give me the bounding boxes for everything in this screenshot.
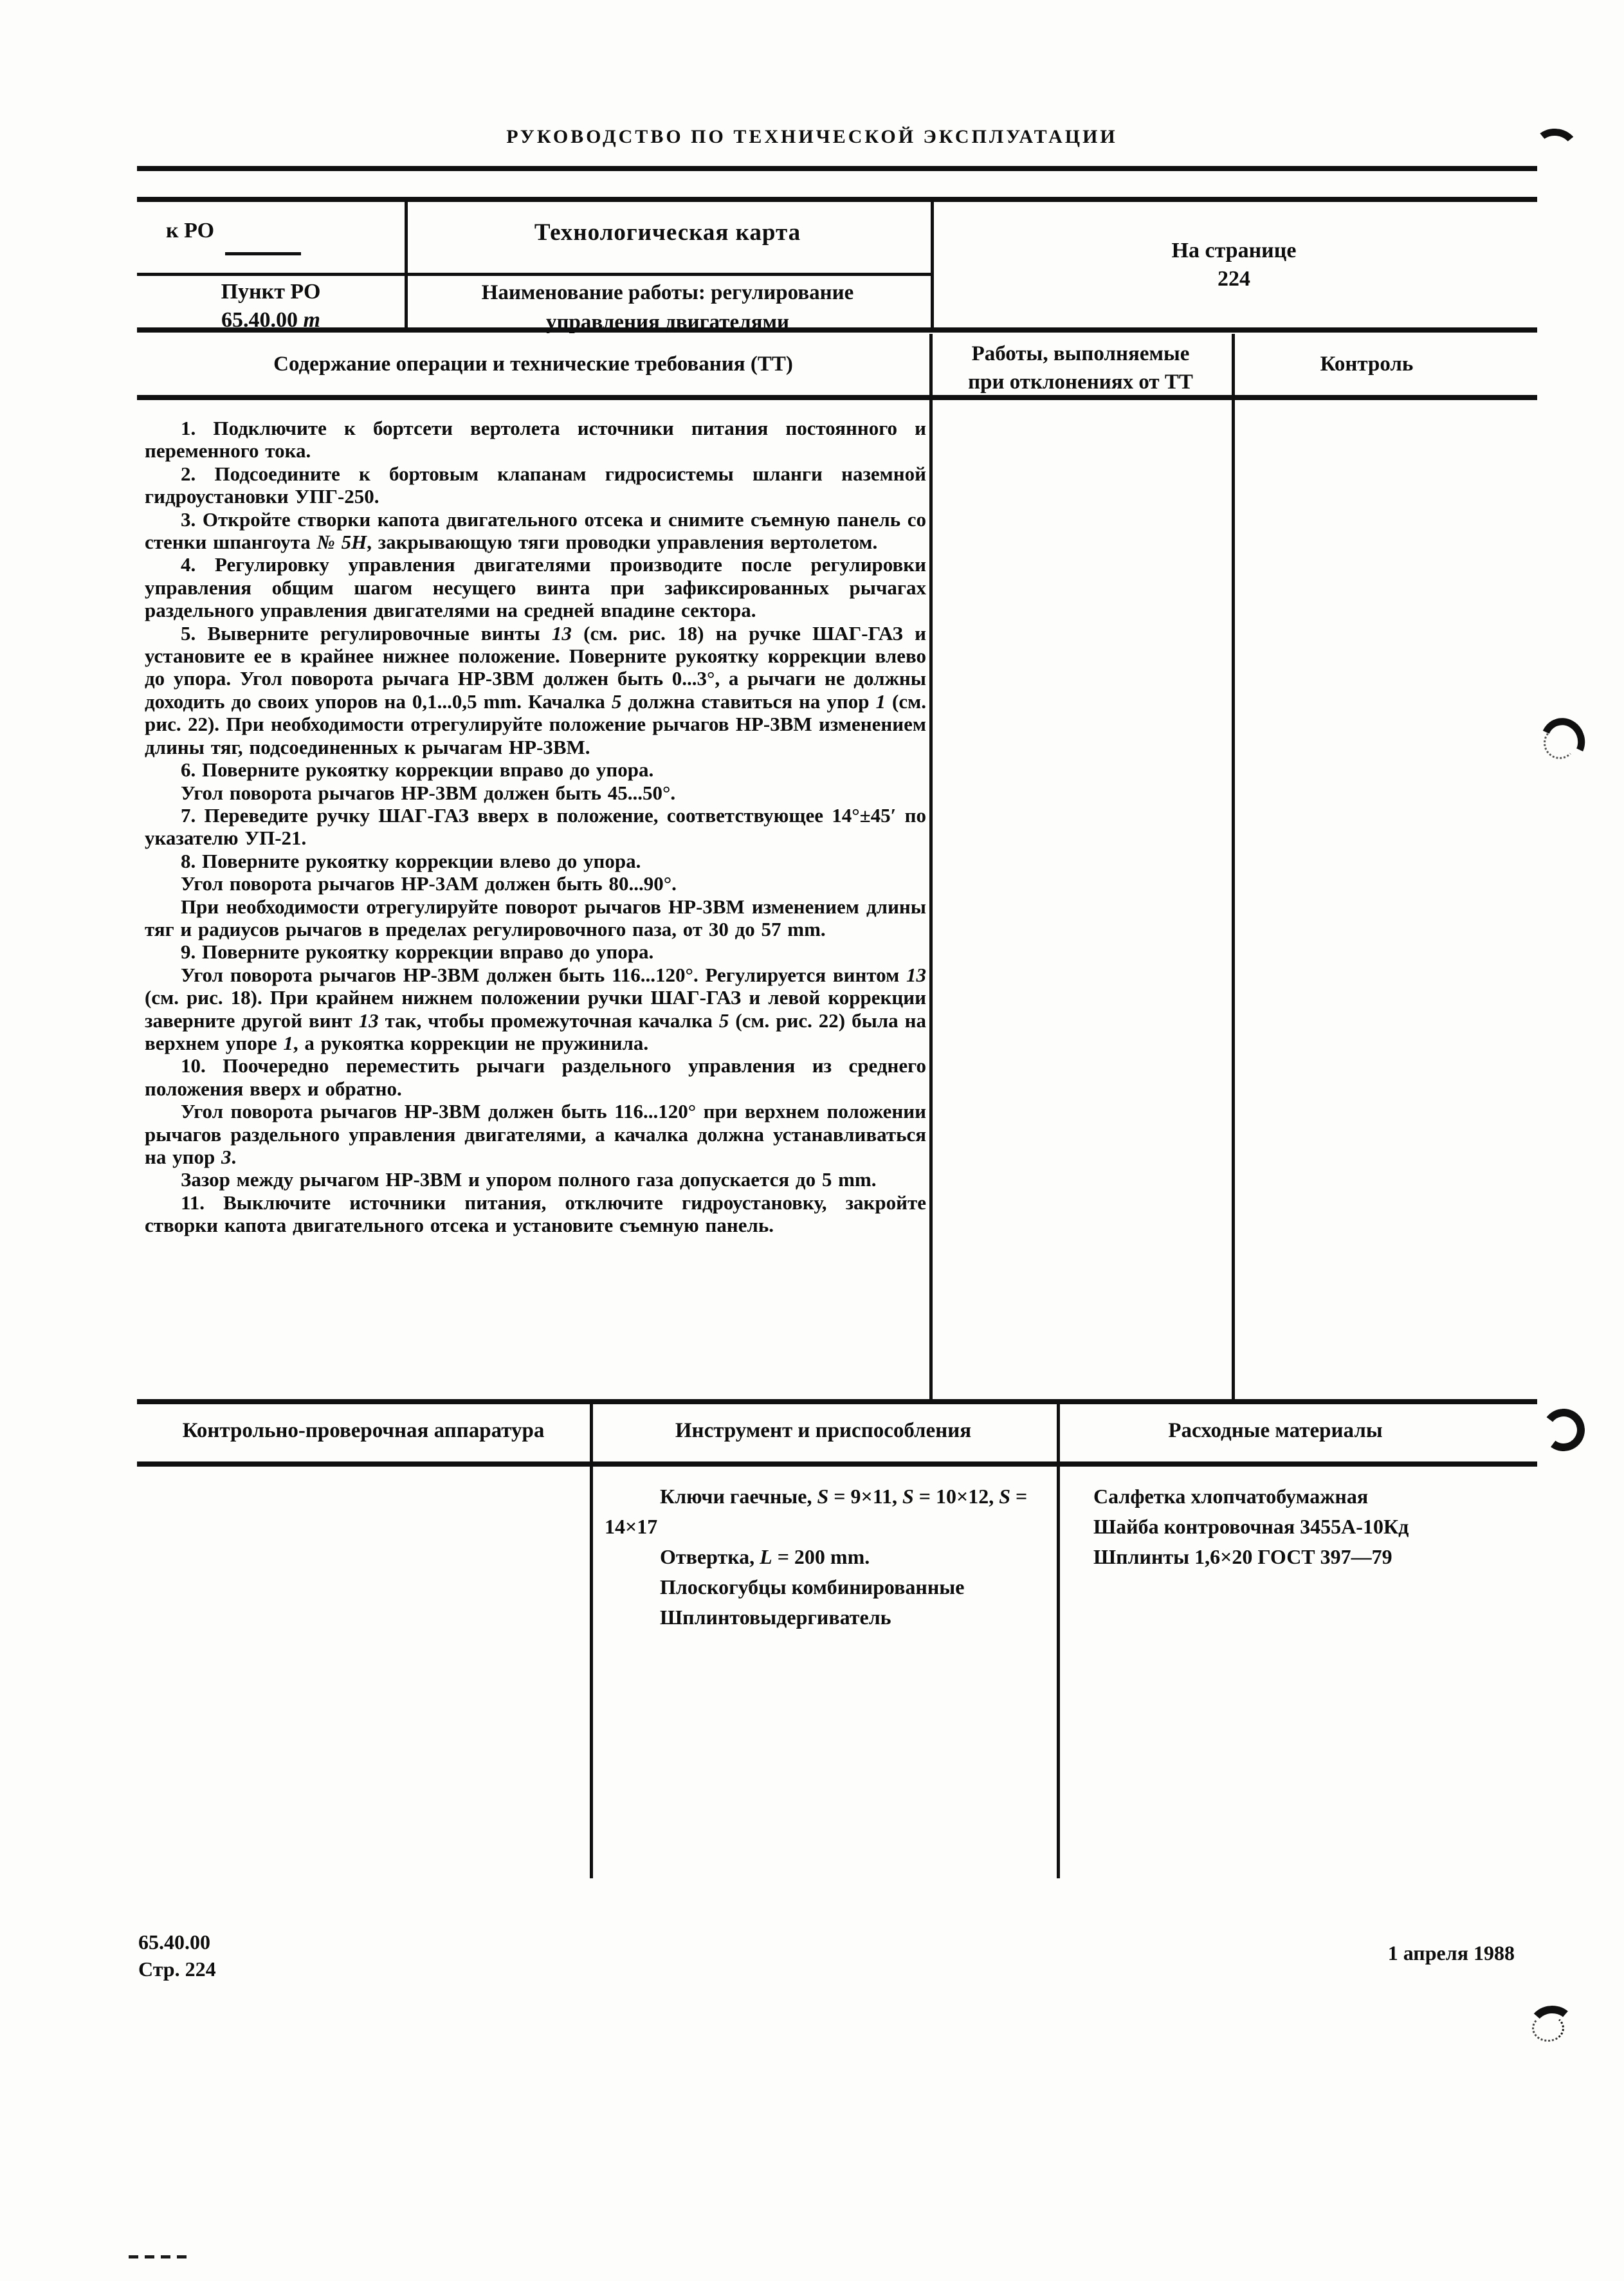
punkt-ro-value: 65.40.00 m [221, 308, 320, 332]
bottom-header-materials: Расходные материалы [1168, 1419, 1383, 1442]
tool-item: Ключи гаечные, S = 9×11, S = 10×12, S = 14×17 [605, 1485, 1028, 1538]
operation-paragraph: 2. Подсоедините к бортовым клапанам гидросистемы шланги наземной гидроустановки УПГ-250. [145, 462, 926, 508]
on-page-number: 224 [1218, 267, 1250, 291]
footer-date: 1 апреля 1988 [1387, 1941, 1515, 1965]
work-name-line2: управления двигателями [546, 311, 789, 334]
binding-hole-artifact [1540, 1406, 1588, 1454]
bottom-table-divider-2 [1057, 1399, 1060, 1878]
tool-item: Отвертка, L = 200 mm. [660, 1545, 870, 1568]
header-table-top-border [137, 197, 1537, 202]
operation-paragraph: 8. Поверните рукоятку коррекции влево до упора. [181, 849, 641, 872]
main-table-divider-2 [1232, 334, 1235, 1402]
operation-paragraph: 4. Регулировку управления двигателями производите после регулировки управления общим шагом несущего винта при зафиксированных рычагах раздельного управления двигателями на средней впадине сектора. [145, 553, 926, 622]
on-page-cell [931, 237, 1537, 293]
to-ro-label: к РО [166, 219, 215, 243]
material-item: Шайба контровочная 3455А-10Кд [1093, 1515, 1409, 1538]
operation-paragraph: Угол поворота рычагов НР-3ВМ должен быть 116...120° при верхнем положении рычагов раздельного управления двигателями, а качалка должна устанавливаться на упор 3. [145, 1100, 926, 1168]
operation-paragraph: 11. Выключите источники питания, отключите гидроустановку, закройте створки капота двигательного отсека и установите съемную панель. [145, 1191, 926, 1237]
materials-list [1093, 1481, 1511, 1572]
operation-paragraph: 3. Откройте створки капота двигательного отсека и снимите съемную панель со стенки шпангоута № 5Н, закрывающую тяги проводки управления вертолетом. [145, 508, 926, 554]
operation-paragraph: Угол поворота рычагов НР-3ВМ должен быть 45...50°. [181, 781, 676, 804]
footer-section-block [138, 1928, 216, 1983]
operation-paragraph: 9. Поверните рукоятку коррекции вправо до упора. [181, 940, 654, 964]
operation-paragraph: Угол поворота рычагов НР-3АМ должен быть 80...90°. [181, 872, 677, 895]
column-header-control: Контроль [1320, 353, 1414, 376]
tool-item: Плоскогубцы комбинированные [660, 1575, 965, 1599]
bottom-table-top-border [137, 1399, 1537, 1404]
punkt-ro-cell [137, 278, 405, 334]
operation-paragraph: Угол поворота рычагов НР-3ВМ должен быть 116...120°. Регулируется винтом 13 (см. рис. 18). При крайнем нижнем положении ручки ШАГ-ГАЗ и левой коррекции заверните другой винт 13 так, чтобы промежуточная качалка 5 (см. рис. 22) была на верхнем упоре 1, а рукоятка коррекции не пружинила. [145, 963, 926, 1054]
column-header-deviations [929, 340, 1232, 396]
on-page-label: На странице [1171, 239, 1297, 262]
material-item: Шплинты 1,6×20 ГОСТ 397—79 [1093, 1545, 1392, 1568]
operations-text [145, 417, 926, 1237]
card-title: Технологическая карта [534, 219, 801, 246]
work-name-cell [405, 278, 931, 337]
bottom-header-tools: Инструмент и приспособления [675, 1419, 972, 1442]
work-name-line1: Наименование работы: регулирование [481, 281, 854, 304]
binding-hole-artifact [1532, 2015, 1564, 2042]
binding-hole-artifact [1544, 727, 1576, 759]
bottom-table-divider-1 [590, 1399, 593, 1878]
operation-paragraph: Зазор между рычагом НР-3ВМ и упором полного газа допускается до 5 mm. [181, 1168, 877, 1191]
main-table-divider-1 [929, 334, 933, 1402]
column-header-content: Содержание операции и технические требования (ТТ) [273, 353, 793, 376]
operation-paragraph: 7. Переведите ручку ШАГ-ГАЗ вверх в положение, соответствующее 14°±45′ по указателю УП-21. [145, 803, 926, 850]
deviations-line2: при отклонениях от ТТ [968, 371, 1193, 394]
header-table-row-divider [137, 273, 931, 276]
operation-paragraph: При необходимости отрегулируйте поворот рычагов НР-3ВМ изменением длины тяг и радиусов рычагов в пределах регулировочного паза, от 30 до 57 mm. [145, 895, 926, 940]
tools-list [605, 1481, 1050, 1633]
footer-page-number: Стр. 224 [138, 1957, 216, 1981]
bottom-header-apparatus: Контрольно-проверочная аппаратура [182, 1419, 545, 1442]
operation-paragraph: 5. Выверните регулировочные винты 13 (см. рис. 18) на ручке ШАГ-ГАЗ и установите ее в крайнее нижнее положение. Поверните рукоятку коррекции влево до упора. Угол поворота рычага НР-3ВМ должен быть 0...3°, а рычаги не должны доходить до своих упоров на 0,1...0,5 mm. Качалка 5 должна ставиться на упор 1 (см. рис. 22). При необходимости отрегулируйте положение рычагов НР-3ВМ изменением длины тяг, подсоединенных к рычагам НР-3ВМ. [145, 621, 927, 758]
material-item: Салфетка хлопчатобумажная [1093, 1485, 1369, 1508]
punkt-ro-label: Пункт РО [221, 280, 321, 304]
column-header-bottom-border [137, 395, 1537, 400]
ro-blank-underline [225, 252, 301, 255]
operation-paragraph: 10. Поочередно переместить рычаги раздельного управления из среднего положения вверх и обратно. [145, 1054, 926, 1100]
operation-paragraph: 6. Поверните рукоятку коррекции вправо до упора. [181, 758, 654, 782]
bottom-table-header-underline [137, 1461, 1537, 1467]
operation-paragraph: 1. Подключите к бортсети вертолета источники питания постоянного и переменного тока. [145, 417, 926, 463]
tool-item: Шплинтовыдергиватель [660, 1606, 891, 1629]
footer-section-number: 65.40.00 [138, 1930, 210, 1954]
running-head: РУКОВОДСТВО ПО ТЕХНИЧЕСКОЙ ЭКСПЛУАТАЦИИ [506, 126, 1118, 147]
top-rule [137, 166, 1537, 171]
scan-dash-artifact [129, 2255, 188, 2258]
deviations-line1: Работы, выполняемые [971, 342, 1190, 365]
